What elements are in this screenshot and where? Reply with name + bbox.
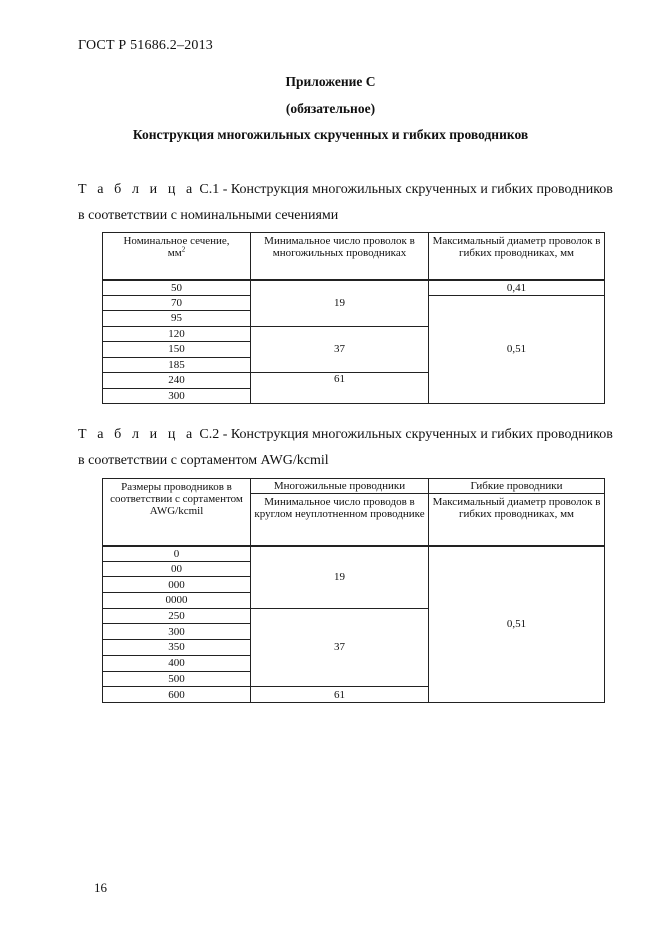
table2-size-cell: 350: [103, 640, 251, 656]
table2-min-wires-cell: 19: [251, 546, 429, 609]
table2-caption-text: С.2 - Конструкция многожильных скрученных и гибких проводников: [195, 427, 613, 442]
table1-size-cell: 95: [103, 311, 251, 327]
table1-header-min-wires: Минимальное число проволок в многожильных проводниках: [251, 233, 429, 280]
table2-header-size: Размеры проводников в соответствии с сортаментом AWG/kcmil: [103, 479, 251, 546]
page-number: 16: [94, 880, 107, 895]
table2-header-max-diameter: Максимальный диаметр проволок в гибких проводниках, мм: [429, 494, 605, 546]
table1-min-wires-cell: 19: [251, 280, 429, 327]
table1-header-size-unit: мм: [167, 247, 182, 259]
table1-caption-prefix: Т а б л и ц а: [78, 182, 196, 197]
table2-size-cell: 00: [103, 561, 251, 577]
table2-size-cell: 0000: [103, 593, 251, 609]
table1-caption: [78, 182, 613, 198]
table1-header-size: [103, 233, 251, 280]
table1-size-cell: 50: [103, 280, 251, 296]
table1-header-max-diameter: Максимальный диаметр проволок в гибких проводниках, мм: [429, 233, 605, 280]
table1-caption-text: С.1 - Конструкция многожильных скрученных и гибких проводников: [195, 182, 613, 197]
table2-size-cell: 000: [103, 577, 251, 593]
appendix-title: Приложение С: [285, 74, 376, 89]
table1-min-wires-cell: 61: [251, 373, 429, 404]
table2-group-header-stranded: Многожильные проводники: [251, 479, 429, 494]
appendix-status: (обязательное): [285, 101, 376, 116]
table1-size-cell: 300: [103, 388, 251, 404]
table1-max-diameter-cell: 0,41: [429, 280, 605, 296]
table1-size-cell: 70: [103, 295, 251, 311]
table2-header-min-wires: Минимальное число проводов в круглом неуплотненном проводнике: [251, 494, 429, 546]
table1-size-cell: 150: [103, 342, 251, 358]
table2-caption-prefix: Т а б л и ц а: [78, 427, 196, 442]
table2-size-cell: 300: [103, 624, 251, 640]
table2-min-wires-cell: 61: [251, 687, 429, 703]
table2-group-header-flexible: Гибкие проводники: [429, 479, 605, 494]
appendix-heading: Конструкция многожильных скрученных и гибких проводников: [132, 127, 529, 142]
table1: [102, 232, 605, 404]
table1-size-cell: 185: [103, 357, 251, 373]
table2-min-wires-cell: 37: [251, 608, 429, 686]
table1-header-size-unit-sup: 2: [181, 245, 186, 254]
table2-size-cell: 250: [103, 608, 251, 624]
table2-size-cell: 600: [103, 687, 251, 703]
table2-max-diameter-cell: 0,51: [429, 546, 605, 703]
document-id: ГОСТ Р 51686.2–2013: [78, 38, 214, 53]
table1-subcaption: в соответствии с номинальными сечениями: [78, 208, 339, 223]
table2: [102, 478, 605, 703]
table2-caption: [78, 427, 613, 443]
table1-header-size-label: Номинальное сечение,: [123, 235, 230, 247]
table1-max-diameter-cell: 0,51: [429, 295, 605, 404]
table2-size-cell: 400: [103, 655, 251, 671]
table2-size-cell: 500: [103, 671, 251, 687]
table1-size-cell: 240: [103, 373, 251, 389]
table1-min-wires-cell: 37: [251, 326, 429, 373]
table2-subcaption: в соответствии с сортаментом AWG/kcmil: [78, 453, 329, 468]
table1-size-cell: 120: [103, 326, 251, 342]
table2-size-cell: 0: [103, 546, 251, 562]
